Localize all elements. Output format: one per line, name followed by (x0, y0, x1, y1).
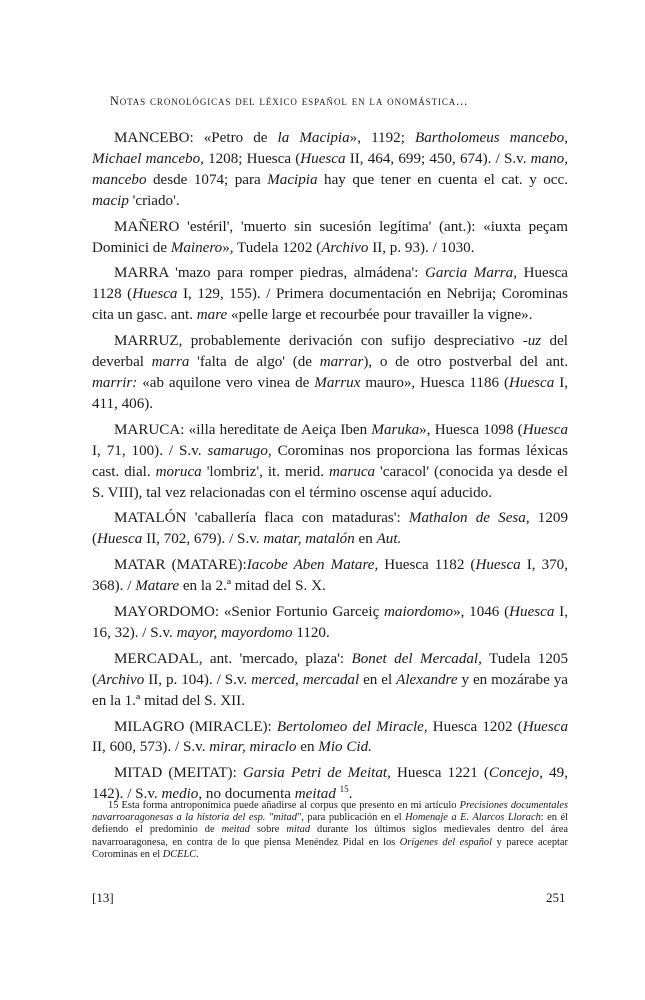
running-header: Notas cronológicas del léxico español en la onomástica... (110, 94, 469, 108)
entry-mancebo: MANCEBO: «Petro de la Macipia», 1192; Bartholomeus mancebo, Michael mancebo, 1208; Huesca (Huesca II, 464, 699; 450, 674). / S.v. mano, mancebo desde 1074; para Macipia hay que tener en cuenta el cat. y occ. macip 'criado'. (92, 130, 568, 209)
entry-marruz: MARRUZ, probablemente derivación con sufijo despreciativo -uz del deverbal marra 'falta de algo' (de marrar), o de otro postverbal del ant. marrir: «ab aquilone vero vinea de Marrux mauro», Huesca 1186 (Huesca I, 411, 406). (92, 333, 569, 412)
footnote-text: 15 Esta forma antroponímica puede añadirse al corpus que presento en mi artículo Precisiones documentales navarroaragonesas a la historia del esp. "mitad", para publicación en el Homenaje a E. Alarcos Llorach: en él defiendo el predominio de meitad sobre mitad durante los últimos siglos medievales dentro del área navarroaragonesa, en contra de lo que piensa Menéndez Pidal en los Orígenes del español y parece aceptar Corominas en el DCELC. (92, 800, 569, 860)
entry-mercadal: MERCADAL, ant. 'mercado, plaza': Bonet del Mercadal, Tudela 1205 (Archivo II, p. 104). / S.v. merced, mercadal en el Alexandre y en mozárabe ya en la 1.ª mitad del S. XII. (92, 650, 568, 709)
entry-marra: MARRA 'mazo para romper piedras, almádena': Garcia Marra, Huesca 1128 (Huesca I, 129, 155). / Primera documentación en Nebrija; Corominas cita un gasc. ant. mare «pelle large et recourbée pour travailler la vigne». (92, 265, 568, 324)
entry-matalon: MATALÓN 'caballería flaca con mataduras': Mathalon de Sesa, 1209 (Huesca II, 702, 679). / S.v. matar, matalón en Aut. (92, 510, 568, 548)
section-number: [13] (92, 890, 114, 905)
footnote-15 (92, 800, 568, 861)
page-number: 251 (546, 890, 566, 905)
entry-maruca: MARUCA: «illa hereditate de Aeiça Iben Maruka», Huesca 1098 (Huesca I, 71, 100). / S.v. samarugo, Corominas nos proporciona las formas léxicas cast. dial. moruca 'lombriz', it. merid. maruca 'caracol' (conocida ya desde el S. VIII), tal vez relacionadas con el término oscense aquí aducido. (92, 421, 568, 501)
entry-matar: MATAR (MATARE):Iacobe Aben Matare, Huesca 1182 (Huesca I, 370, 368). / Matare en la 2.ª mitad del S. X. (92, 557, 568, 595)
main-text (92, 128, 568, 810)
entry-milagro: MILAGRO (MIRACLE): Bertolomeo del Miracle, Huesca 1202 (Huesca II, 600, 573). / S.v. mirar, miraclo en Mio Cid. (92, 718, 568, 756)
entry-mayordomo: MAYORDOMO: «Senior Fortunio Garceiç maiordomo», 1046 (Huesca I, 16, 32). / S.v. mayor, mayordomo 1120. (92, 604, 568, 641)
entry-manero: MAÑERO 'estéril', 'muerto sin sucesión legítima' (ant.): «iuxta peçam Dominici de Mainero», Tudela 1202 (Archivo II, p. 93). / 1030. (92, 218, 568, 256)
entry-mitad: MITAD (MEITAT): Garsia Petri de Meitat, Huesca 1221 (Concejo, 49, 142). / S.v. medio, no documenta meitad $^{15}$. (92, 765, 568, 803)
